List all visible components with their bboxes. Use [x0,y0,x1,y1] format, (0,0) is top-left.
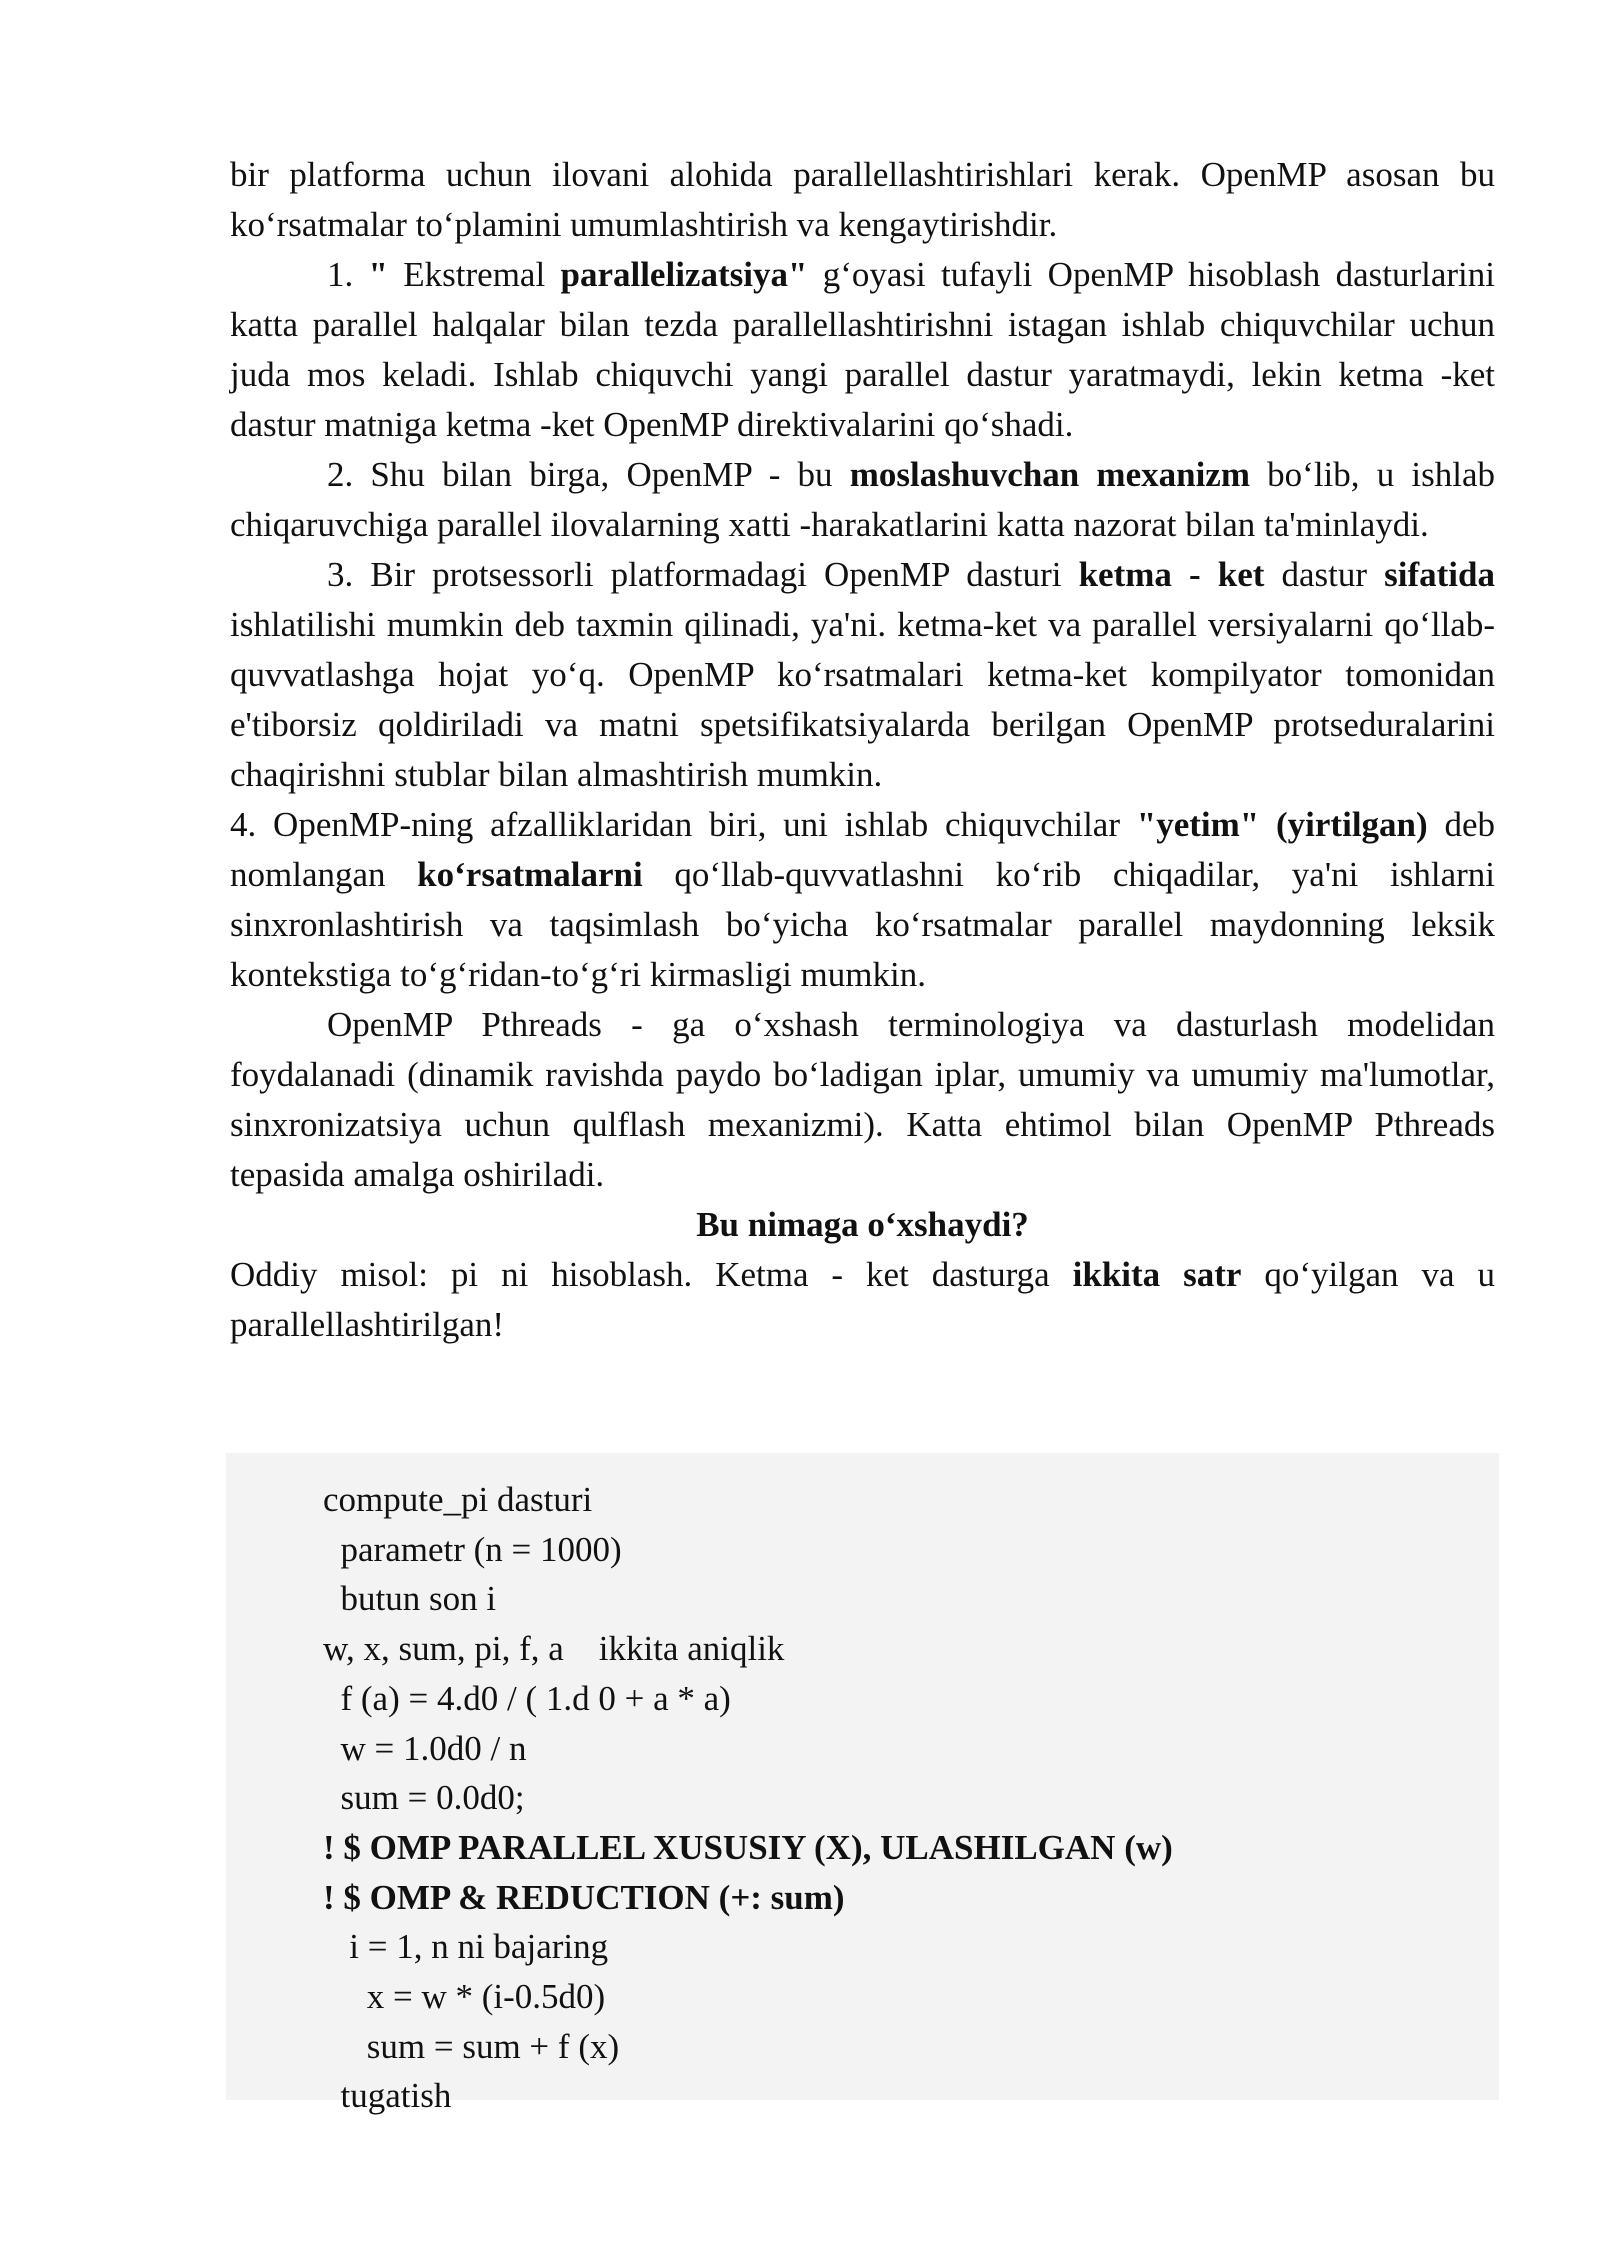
text-run: dastur [1264,555,1385,594]
code-line: sum = sum + f (x) [323,2026,620,2066]
text-run: OpenMP Pthreads - ga o‘xshash terminologiya va dasturlash modelidan foydalanadi (dinamik ravishda paydo bo‘ladigan iplar, umumiy va umumiy ma'lumotlar, sinxronizatsiya uchun qulflash mexanizmi). Katta ehtimol bilan OpenMP Pthreads tepasida amalga oshiriladi. [230,1005,1495,1194]
bold-text: ketma - ket [1078,555,1265,594]
bold-text: ikkita satr [1072,1255,1242,1294]
text-run: Ekstremal [403,255,561,294]
code-line: x = w * (i-0.5d0) [323,1977,606,2016]
bold-text: parallelizatsiya" [560,255,808,294]
bold-text: ko‘rsatmalarni [417,855,643,894]
text-run: bir platforma uchun ilovani alohida parallellashtirishlari kerak. OpenMP asosan bu ko‘rsatmalar to‘plamini umumlashtirish va kengaytirishdir. [230,155,1495,244]
paragraph-intro [230,150,1495,250]
paragraph-point-2 [230,450,1495,550]
code-line: compute_pi dasturi [323,1480,593,1519]
bold-text: moslashuvchan mexanizm [849,455,1250,494]
code-line: w, x, sum, pi, f, a ikkita aniqlik [323,1629,785,1669]
text-run: deb nomlangan [230,805,1495,894]
bold-text: " [368,255,404,294]
text-run: 4. OpenMP-ning afzalliklaridan biri, uni ishlab chiquvchilar [230,805,1137,844]
paragraph-point-4 [230,800,1495,1000]
code-line: tugatish [323,2076,452,2116]
text-run: Oddiy misol: pi ni hisoblash. Ketma - ket dasturga [230,1255,1073,1294]
bold-text: "yetim" (yirtilgan) [1136,805,1428,844]
paragraph-example [230,1250,1495,1350]
code-line: ! $ OMP PARALLEL XUSUSIY (X), ULASHILGAN (w) [323,1827,1173,1867]
code-line: w = 1.0d0 / n [323,1728,527,1768]
text-run: 3. Bir protsessorli platformadagi OpenMP dasturi [327,555,1079,594]
code-line: f (a) = 4.d0 / ( 1.d 0 + a * a) [323,1678,731,1718]
bold-text: sifatida [1384,555,1495,594]
document-body [230,150,1495,1350]
text-run: bo‘lib, u ishlab chiqaruvchiga parallel ilovalarning xatti -harakatlarini katta nazorat bilan ta'minlaydi. [230,455,1495,544]
paragraph-point-1 [230,250,1495,450]
text-run: 2. Shu bilan birga, OpenMP - bu [327,455,850,494]
paragraph-pthreads [230,1000,1495,1200]
code-block [226,1453,1499,2116]
code-line: butun son i [323,1579,497,1619]
text-run: qo‘yilgan va u parallellashtirilgan! [230,1255,1495,1344]
code-line: parametr (n = 1000) [323,1529,622,1569]
text-run: g‘oyasi tufayli OpenMP hisoblash dasturlarini katta parallel halqalar bilan tezda parallellashtirishni istagan ishlab chiquvchilar uchun juda mos keladi. Ishlab chiquvchi yangi parallel dastur yaratmaydi, lekin ketma -ket dastur matniga ketma -ket OpenMP direktivalarini qo‘shadi. [230,255,1495,444]
paragraph-point-3 [230,550,1495,800]
section-heading: Bu nimaga o‘xshaydi? [696,1205,1029,1244]
code-line: i = 1, n ni bajaring [323,1927,609,1967]
code-line: sum = 0.0d0; [323,1778,525,1818]
code-line: ! $ OMP & REDUCTION (+: sum) [323,1877,845,1917]
text-run: qo‘llab-quvvatlashni ko‘rib chiqadilar, ya'ni ishlarni sinxronlashtirish va taqsimlash bo‘yicha ko‘rsatmalar parallel maydonning leksik kontekstiga to‘g‘ridan-to‘g‘ri kirmasligi mumkin. [230,855,1495,994]
text-run: ishlatilishi mumkin deb taxmin qilinadi, ya'ni. ketma-ket va parallel versiyalarni qo‘llab-quvvatlashga hojat yo‘q. OpenMP ko‘rsatmalari ketma-ket kompilyator tomonidan e'tiborsiz qoldiriladi va matni spetsifikatsiyalarda berilgan OpenMP protseduralarini chaqirishni stublar bilan almashtirish mumkin. [230,605,1495,794]
text-run: 1. [327,255,369,294]
